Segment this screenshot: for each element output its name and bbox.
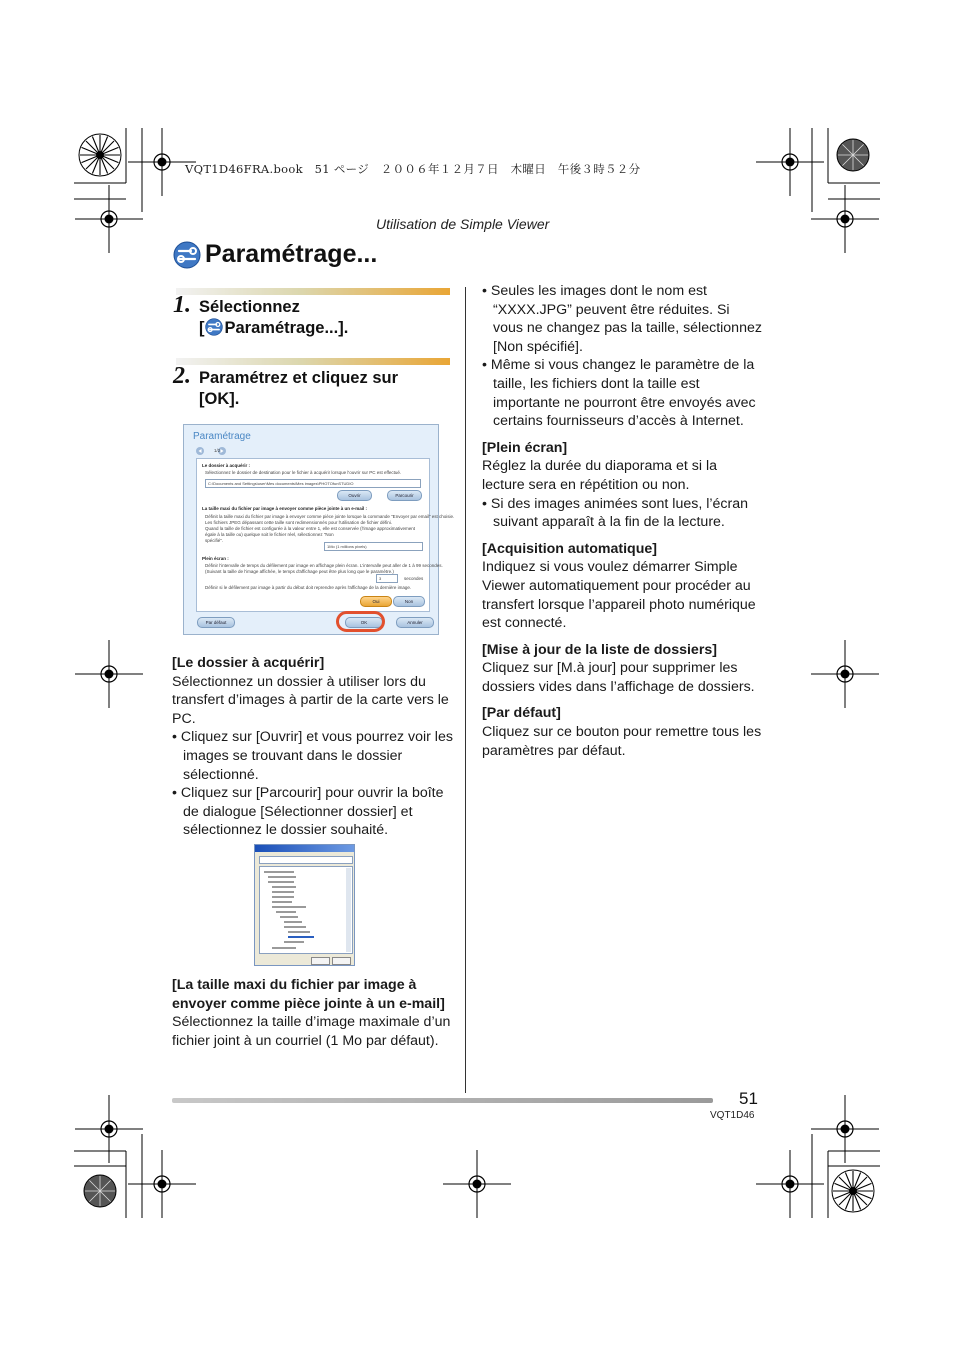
right-column [482, 282, 762, 760]
step-1-number: 1. [173, 292, 191, 318]
step-1-text [199, 297, 348, 339]
section-folder-desc: Sélectionnez le dossier de destination pour le fichier à acquérir lorsque l'ouvrir sur PC est effectué. [205, 470, 402, 475]
settings-screenshot [183, 424, 455, 635]
size-select[interactable] [324, 542, 423, 551]
page-number: 51 [739, 1089, 758, 1108]
email-size-paragraph: Sélectionnez la taille d’image maximale d’un fichier joint à un courriel (1 Mo par défaut). [172, 1014, 451, 1049]
section-email-title: La taille maxi du fichier par image à envoyer comme pièce jointe à un e-mail : [202, 506, 368, 511]
section-email-desc-3: Quand la taille de fichier est configurée à la valeur entre 1, elle est conservée (l'image approximativement égale à la taille ou) quelque soit le fichier réel, sélectionnez "Non [205, 526, 415, 537]
step-2-line2: [OK]. [199, 390, 240, 408]
email-notes [482, 282, 762, 431]
dialog-cancel-button[interactable] [332, 957, 351, 965]
no-toggle[interactable]: Non [393, 596, 425, 607]
ok-highlight-ring [336, 611, 385, 632]
step-1-bracket: [ [199, 319, 205, 337]
print-info: VQT1D46FRA.book 51 ページ ２００６年１２月７日 木曜日 午後３時５２分 [185, 162, 641, 176]
fullscreen-heading: [Plein écran] [482, 439, 568, 456]
step-1-menu-label: Paramétrage...]. [224, 319, 349, 337]
folder-heading: [Le dossier à acquérir] [172, 655, 325, 671]
email-size-heading: [La taille maxi du fichier par image à envoyer comme pièce jointe à un e-mail] [172, 977, 445, 1012]
section-fullscreen-desc-2: (Suivant la taille de l'image affichée, le temps d'affichage peut être plus long que le paramètre.) [205, 569, 394, 574]
folder-tree [259, 866, 353, 954]
dialog-path-field [259, 856, 353, 864]
select-folder-dialog-screenshot [254, 844, 355, 966]
section-email-desc-2: Les fichiers JPEG dépassant cette taille sont redimensionnés pour l'utilisation de fichier défini. [205, 520, 392, 525]
seconds-stepper[interactable]: 3 [376, 574, 398, 583]
settings-panel [196, 458, 455, 612]
cancel-button[interactable]: Annuler [396, 617, 434, 628]
page-title-text: Paramétrage... [205, 240, 378, 268]
default-button[interactable]: Par défaut [197, 617, 235, 628]
left-column-bottom [172, 976, 454, 1050]
yes-toggle[interactable]: Oui [360, 596, 392, 607]
running-head: Utilisation de Simple Viewer [376, 216, 550, 232]
page-title [173, 240, 377, 269]
update-list-paragraph: Cliquez sur [M.à jour] pour supprimer les dossiers vides dans l’affichage de dossiers. [482, 660, 755, 695]
left-column [172, 654, 454, 840]
settings-tools-icon [173, 241, 201, 269]
page-indicator: 1/2 [214, 448, 221, 453]
folder-paragraph: Sélectionnez un dossier à utiliser lors du transfert d’images à partir de la carte vers le PC. [172, 673, 449, 727]
settings-window-title: Paramétrage [193, 431, 251, 442]
step-2-text [199, 368, 398, 410]
folder-bullet-open: • Cliquez sur [Ouvrir] et vous pourrez voir les images se trouvant dans le dossier sélectionné. [172, 728, 454, 784]
open-button[interactable]: Ouvrir [337, 490, 372, 501]
auto-acquire-heading: [Acquisition automatique] [482, 540, 657, 557]
folder-path-input[interactable]: C:\Documents and Settings\user\Mes documents\Mes images\PHOTOfunSTUDIO [205, 479, 421, 488]
fullscreen-paragraph: Réglez la durée du diaporama et si la lecture sera en répétition ou non. [482, 458, 718, 493]
step-2-bar [176, 358, 450, 365]
note-jpg-only: • Seules les images dont le nom est “XXXX.JPG” peuvent être réduites. Si vous ne changez pas la taille, sélectionnez [Non spécifié]. [482, 282, 762, 356]
column-divider [465, 287, 466, 1093]
ok-button[interactable]: OK [345, 617, 383, 628]
step-2-line1: Paramétrez et cliquez sur [199, 369, 398, 387]
section-email-desc-1: Définit la taille maxi du fichier par image à envoyer comme pièce jointe lorsque la commande "Envoyer par email" est choisie. [205, 514, 455, 519]
footer-rule [172, 1098, 713, 1103]
step-1-line1: Sélectionnez [199, 298, 300, 316]
page-code: VQT1D46 [710, 1110, 755, 1121]
browse-button[interactable]: Parcourir [387, 490, 422, 501]
fullscreen-notes [482, 495, 762, 532]
section-folder-title: Le dossier à acquérir : [202, 463, 251, 468]
seconds-label: secondes [404, 576, 424, 581]
folder-bullets [172, 728, 454, 840]
dialog-titlebar [255, 845, 354, 852]
default-heading: [Par défaut] [482, 705, 561, 722]
auto-acquire-paragraph: Indiquez si vous voulez démarrer Simple Viewer automatiquement pour procéder au transfert lorsque l’appareil photo numérique est connecté. [482, 559, 756, 632]
section-fullscreen-desc-1: Définir l'intervalle de temps du défilement par image en affichage plein écran. L'intervalle peut aller de 1 à 99 secondes. [205, 563, 443, 568]
note-animated: • Si des images animées sont lues, l’écran suivant apparaît à la fin de la lecture. [482, 495, 762, 532]
section-email-desc-4: spécifié". [205, 538, 224, 543]
step-1-bar [176, 288, 450, 295]
section-fullscreen-title: Plein écran : [202, 556, 229, 561]
size-select-value: 1Mo (1 millions pixels) [327, 544, 367, 549]
step-1-line2 [199, 318, 348, 339]
step-2-number: 2. [173, 363, 191, 389]
note-providers: • Même si vous changez le paramètre de la taille, les fichiers dont la taille est importante ne pourront être envoyés avec certains fournisseurs d’accès à Internet. [482, 356, 762, 430]
settings-tools-icon [205, 318, 223, 336]
nav-arrows-icon [196, 446, 226, 456]
folder-bullet-browse: • Cliquez sur [Parcourir] pour ouvrir la boîte de dialogue [Sélectionner dossier] et sélectionnez le dossier souhaité. [172, 784, 454, 840]
section-fullscreen-desc-3: Définir si le défilement par image à partir du début doit reprendre après l'affichage de la dernière image. [205, 585, 412, 590]
default-paragraph: Cliquez sur ce bouton pour remettre tous les paramètres par défaut. [482, 724, 762, 759]
dialog-ok-button[interactable] [311, 957, 330, 965]
update-list-heading: [Mise à jour de la liste de dossiers] [482, 641, 717, 658]
